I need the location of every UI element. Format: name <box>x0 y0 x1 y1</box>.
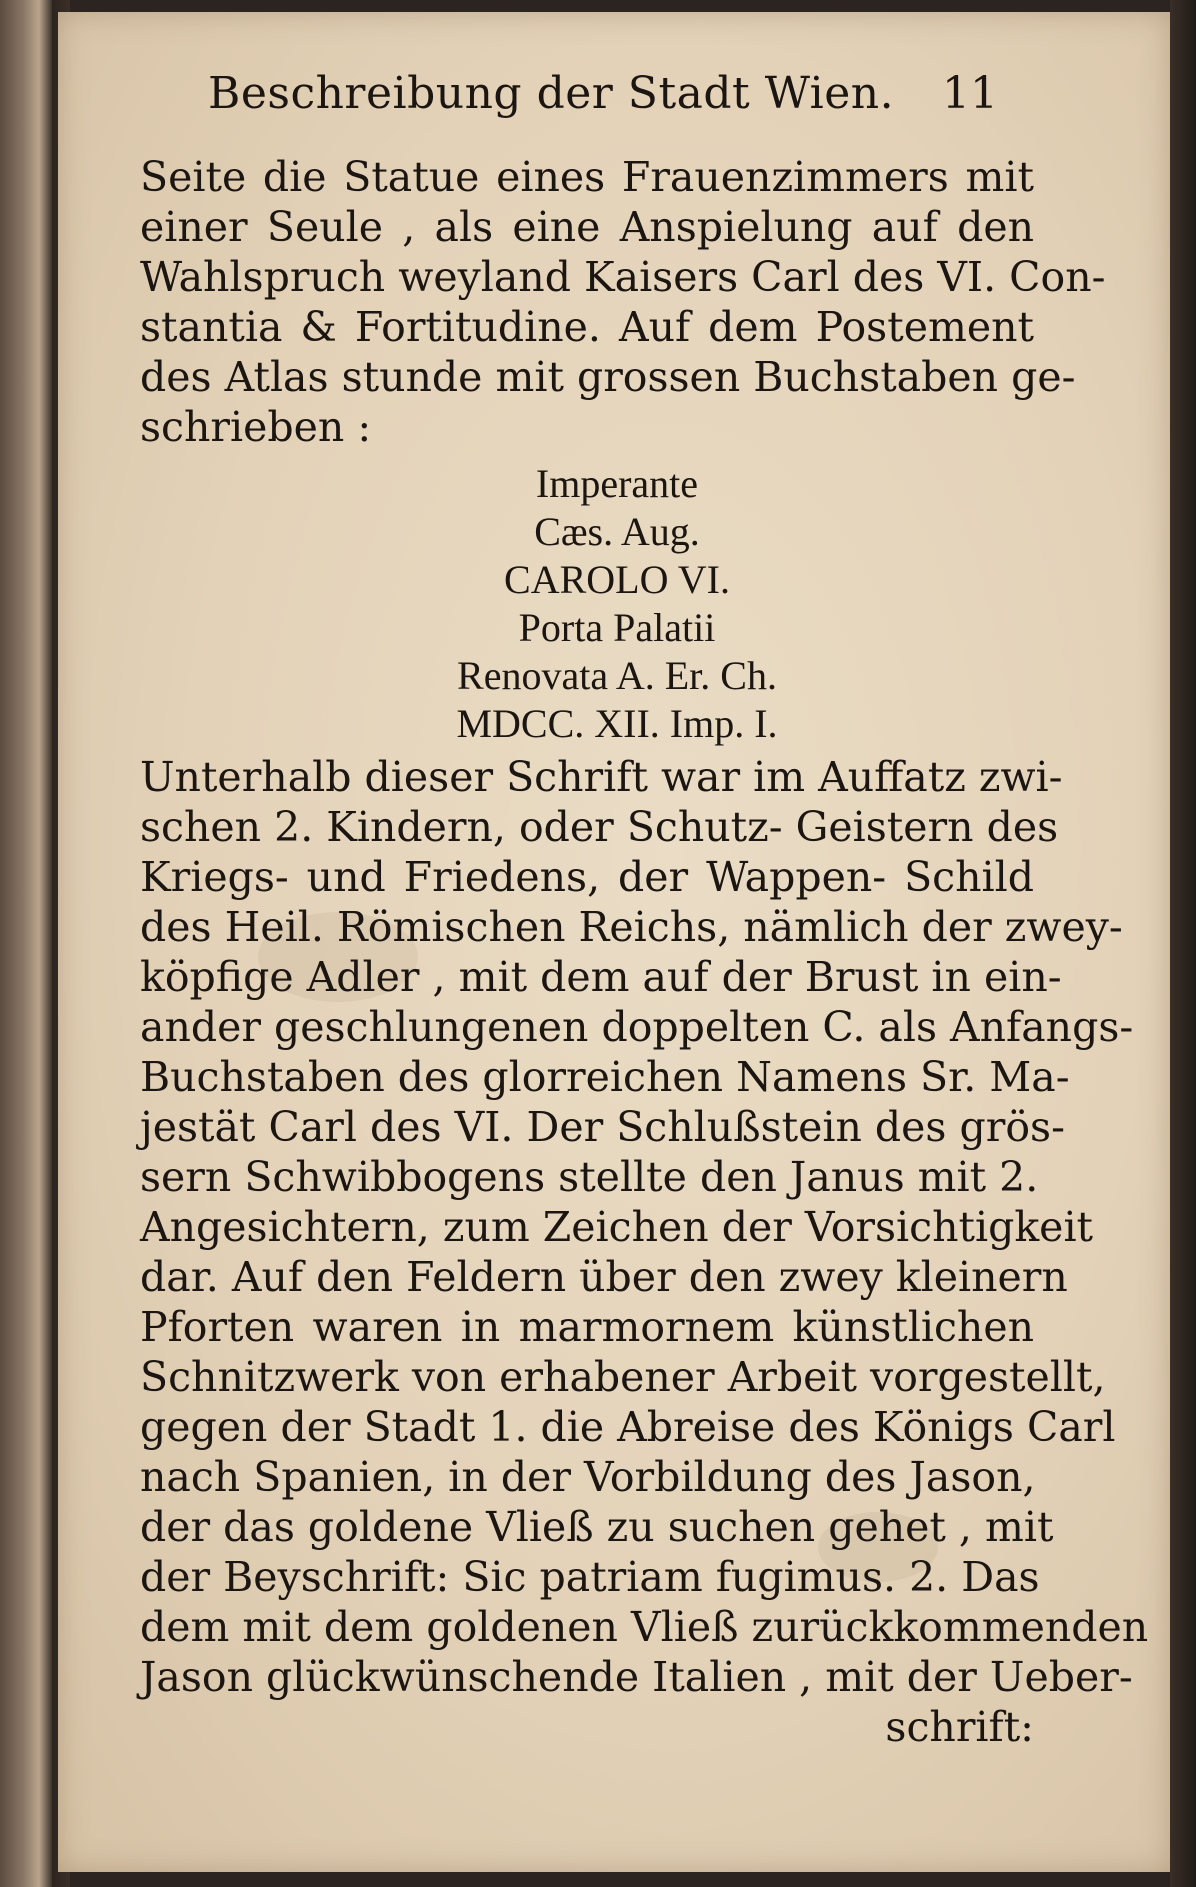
text-line: Jason glückwünschende Italien , mit der Ueber- <box>140 1653 1133 1701</box>
text-line: sern Schwibbogens stellte den Janus mit 2. <box>140 1153 1039 1201</box>
text-line: der Beyschrift: Sic patriam fugimus. 2. Das <box>140 1553 1040 1601</box>
inscription-line: CAROLO VI. <box>504 557 730 602</box>
text-line: schen 2. Kindern, oder Schutz- Geistern des <box>140 803 1059 851</box>
text-line: der das goldene Vließ zu suchen gehet , mit <box>140 1503 1054 1551</box>
text-line: einer Seule , als eine Anspielung auf den <box>140 203 1034 251</box>
text-line: Schnitzwerk von erhabener Arbeit vorgestellt, <box>140 1353 1106 1401</box>
text-line: Kriegs- und Friedens, der Wappen- Schild <box>140 853 1034 901</box>
inscription-line: Porta Palatii <box>518 605 716 650</box>
text-line: stantia & Fortitudine. Auf dem Postement <box>140 303 1034 351</box>
text-line: köpfige Adler , mit dem auf der Brust in ein- <box>140 953 1062 1001</box>
inscription-line: Cæs. Aug. <box>534 509 700 554</box>
text-line: des Heil. Römischen Reichs, nämlich der zwey- <box>140 903 1123 951</box>
text-line: jestät Carl des VI. Der Schlußstein des grös- <box>140 1103 1065 1151</box>
text-line: gegen der Stadt 1. die Abreise des Königs Carl <box>140 1403 1116 1451</box>
text-line: nach Spanien, in der Vorbildung des Jason, <box>140 1453 1036 1501</box>
text-line: dar. Auf den Feldern über den zwey kleinern <box>140 1253 1068 1301</box>
book-cover-edge <box>1170 0 1196 1887</box>
text-line: Pforten waren in marmornem künstlichen <box>140 1303 1034 1351</box>
page-header <box>178 68 998 128</box>
text-line: des Atlas stunde mit grossen Buchstaben ge- <box>140 353 1076 401</box>
inscription-block <box>140 460 1034 748</box>
previous-page-edge <box>0 0 52 1887</box>
inscription-line: Renovata A. Er. Ch. <box>457 653 777 698</box>
inscription-line: MDCC. XII. Imp. I. <box>456 701 778 746</box>
body-text <box>140 152 1149 1752</box>
running-title: Beschreibung der Stadt Wien. <box>208 68 895 119</box>
text-line: Angesichtern, zum Zeichen der Vorsichtigkeit <box>140 1203 1094 1251</box>
text-line: Buchstaben des glorreichen Namens Sr. Ma- <box>140 1053 1070 1101</box>
text-line: Unterhalb dieser Schrift war im Auffatz zwi- <box>140 753 1063 801</box>
text-line: ander geschlungenen doppelten C. als Anfangs- <box>140 1003 1134 1051</box>
page-number: 11 <box>942 68 998 119</box>
text-line: dem mit dem goldenen Vließ zurückkommenden <box>140 1603 1149 1651</box>
catchword: schrift: <box>885 1703 1034 1751</box>
text-line: Seite die Statue eines Frauenzimmers mit <box>140 153 1034 201</box>
text-line: schrieben : <box>140 403 372 451</box>
text-line: Wahlspruch weyland Kaisers Carl des VI. Con- <box>140 253 1106 301</box>
inscription-line: Imperante <box>535 461 699 506</box>
